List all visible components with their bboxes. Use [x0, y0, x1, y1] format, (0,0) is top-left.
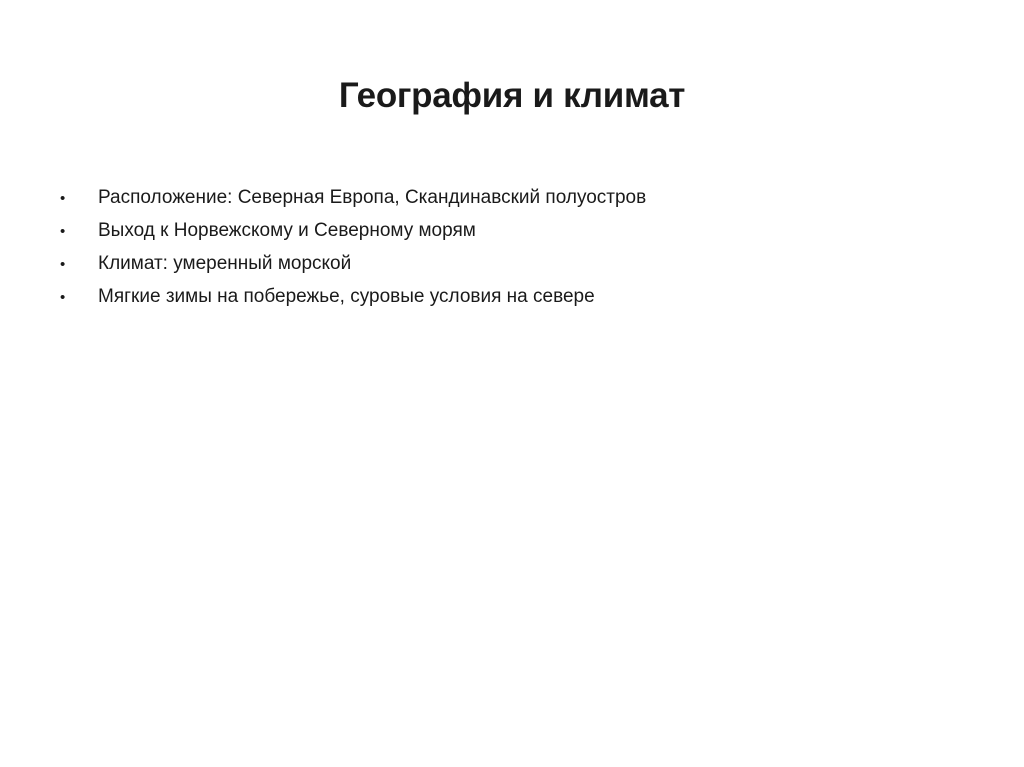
bullet-text: Выход к Норвежскому и Северному морям: [98, 220, 476, 241]
bullet-item: [60, 280, 960, 313]
bullet-marker: •: [60, 190, 66, 207]
bullet-text: Климат: умеренный морской: [98, 253, 352, 274]
bullet-item: [60, 181, 960, 214]
bullet-text: Расположение: Северная Европа, Скандинавский полуостров: [98, 187, 647, 208]
bullet-item: [60, 247, 960, 280]
slide-title: География и климат: [338, 76, 686, 115]
bullet-marker: •: [60, 223, 66, 240]
bullet-item: [60, 214, 960, 247]
bullet-text: Мягкие зимы на побережье, суровые условия на севере: [98, 286, 595, 307]
bullet-marker: •: [60, 256, 66, 273]
bullet-marker: •: [60, 289, 66, 306]
bullet-list: [60, 181, 960, 313]
